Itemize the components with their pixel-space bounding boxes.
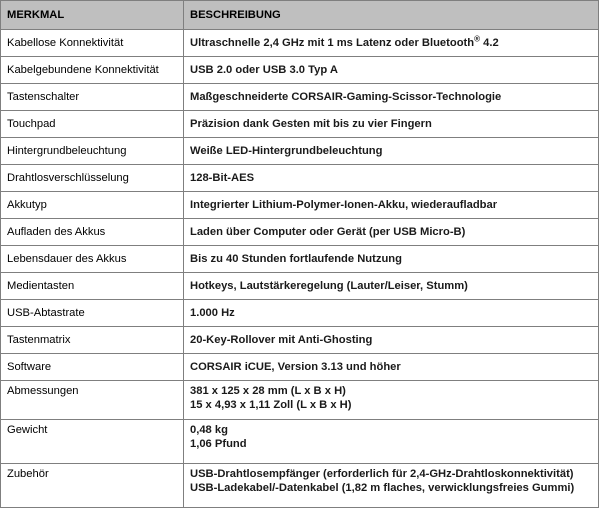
value-line: USB-Ladekabel/-Datenkabel (1,82 m flaches, verwicklungsfreies Gummi) [190, 482, 575, 494]
table-row [1, 192, 599, 219]
row-value [184, 420, 599, 464]
row-value: Hotkeys, Lautstärkeregelung (Lauter/Leiser, Stumm) [184, 273, 599, 300]
row-value: CORSAIR iCUE, Version 3.13 und höher [184, 354, 599, 381]
table-row [1, 300, 599, 327]
row-key: Gewicht [1, 420, 184, 464]
value-line: 1,06 Pfund [190, 438, 247, 450]
row-value [184, 464, 599, 508]
row-value: USB 2.0 oder USB 3.0 Typ A [184, 57, 599, 84]
table-row [1, 111, 599, 138]
row-key: Abmessungen [1, 381, 184, 420]
header-description: BESCHREIBUNG [184, 1, 599, 30]
table-header-row [1, 1, 599, 30]
value-line: 381 x 125 x 28 mm (L x B x H) [190, 385, 346, 397]
registered-mark: ® [474, 34, 481, 44]
table-row [1, 84, 599, 111]
row-key: USB-Abtastrate [1, 300, 184, 327]
row-value: Bis zu 40 Stunden fortlaufende Nutzung [184, 246, 599, 273]
row-key: Akkutyp [1, 192, 184, 219]
table-row [1, 464, 599, 508]
row-key: Kabellose Konnektivität [1, 30, 184, 57]
row-value: Integrierter Lithium-Polymer-Ionen-Akku, wiederaufladbar [184, 192, 599, 219]
row-key: Tastenschalter [1, 84, 184, 111]
value-line: 0,48 kg [190, 424, 228, 436]
row-key: Tastenmatrix [1, 327, 184, 354]
table-row [1, 138, 599, 165]
table-row [1, 381, 599, 420]
table-row [1, 420, 599, 464]
row-value: 128-Bit-AES [184, 165, 599, 192]
table-row [1, 327, 599, 354]
header-feature: MERKMAL [1, 1, 184, 30]
row-key: Drahtlosverschlüsselung [1, 165, 184, 192]
table-row [1, 57, 599, 84]
row-key: Zubehör [1, 464, 184, 508]
row-key: Medientasten [1, 273, 184, 300]
row-value: Präzision dank Gesten mit bis zu vier Fingern [184, 111, 599, 138]
table-row [1, 273, 599, 300]
row-key: Software [1, 354, 184, 381]
row-key: Touchpad [1, 111, 184, 138]
row-value: 20-Key-Rollover mit Anti-Ghosting [184, 327, 599, 354]
row-value: Weiße LED-Hintergrundbeleuchtung [184, 138, 599, 165]
row-value: Maßgeschneiderte CORSAIR-Gaming-Scissor-Technologie [184, 84, 599, 111]
row-value: 1.000 Hz [184, 300, 599, 327]
table-row [1, 219, 599, 246]
row-value: Laden über Computer oder Gerät (per USB Micro-B) [184, 219, 599, 246]
row-value [184, 381, 599, 420]
table-row [1, 165, 599, 192]
value-line: USB-Drahtlosempfänger (erforderlich für 2,4-GHz-Drahtloskonnektivität) [190, 468, 574, 480]
row-key: Hintergrundbeleuchtung [1, 138, 184, 165]
row-key: Aufladen des Akkus [1, 219, 184, 246]
table-row [1, 30, 599, 57]
row-key: Lebensdauer des Akkus [1, 246, 184, 273]
row-value: Ultraschnelle 2,4 GHz mit 1 ms Latenz oder Bluetooth® 4.2 [184, 30, 599, 57]
value-line: 15 x 4,93 x 1,11 Zoll (L x B x H) [190, 399, 352, 411]
table-row [1, 246, 599, 273]
table-row [1, 354, 599, 381]
row-key: Kabelgebundene Konnektivität [1, 57, 184, 84]
